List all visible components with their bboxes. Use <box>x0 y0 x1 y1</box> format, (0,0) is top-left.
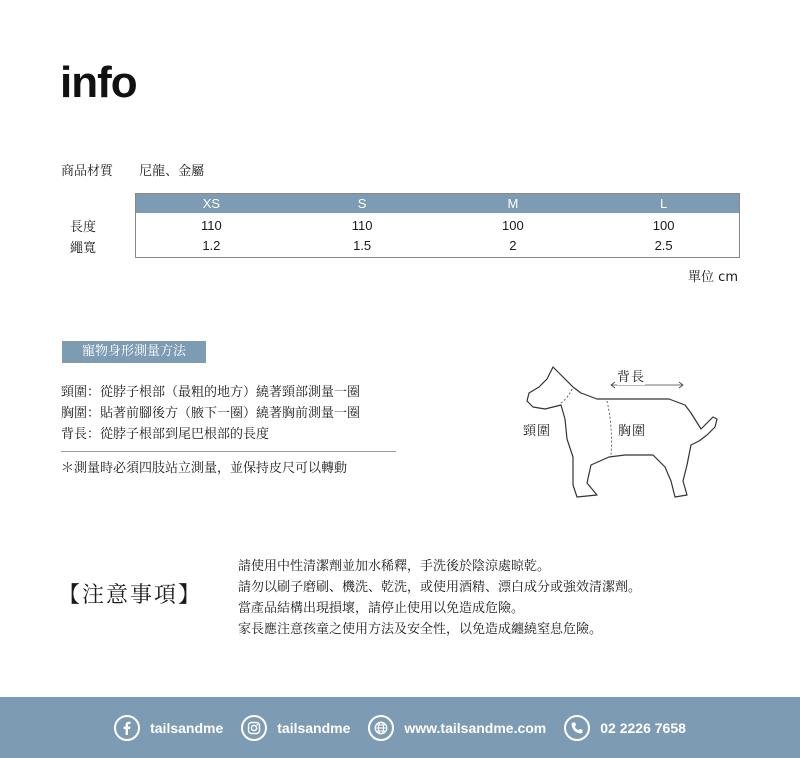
material-label: 商品材質 <box>61 164 114 179</box>
material-value: 尼龍、金屬 <box>139 164 205 179</box>
measure-line-chest: 胸圍：貼著前腳後方（腋下一圈）繞著胸前測量一圈 <box>61 406 361 421</box>
size-header-s: S <box>357 196 367 211</box>
chest-label: 胸圍 <box>618 420 646 439</box>
table-cell: 1.2 <box>202 237 221 253</box>
size-table-header <box>136 194 739 213</box>
instagram-link[interactable] <box>241 715 350 741</box>
list-item: 請勿以刷子磨刷、機洗、乾洗，或使用酒精、漂白成分或強效清潔劑。 <box>238 580 642 595</box>
material-info <box>61 160 204 179</box>
list-item: 家長應注意孩童之使用方法及安全性，以免造成纏繞窒息危險。 <box>238 622 603 637</box>
table-row <box>136 235 739 255</box>
website-link[interactable] <box>368 715 546 741</box>
phone-link[interactable] <box>564 715 686 741</box>
instagram-icon <box>241 715 267 741</box>
measure-line-back: 背長：從脖子根部到尾巴根部的長度 <box>61 427 270 442</box>
table-cell: 110 <box>201 217 222 233</box>
measure-instructions <box>61 382 396 479</box>
facebook-link[interactable] <box>114 715 223 741</box>
table-cell: 2 <box>509 237 517 253</box>
instagram-handle: tailsandme <box>277 719 351 736</box>
divider <box>61 451 396 452</box>
table-cell: 100 <box>502 217 524 233</box>
width-row-label: 繩寬 <box>70 241 97 256</box>
table-cell: 2.5 <box>654 237 673 253</box>
length-row-label: 長度 <box>70 220 97 235</box>
facebook-icon <box>114 715 140 741</box>
list-item: 當產品結構出現損壞，請停止使用以免造成危險。 <box>238 601 525 616</box>
dog-measure-diagram <box>515 355 725 505</box>
size-table <box>135 193 740 258</box>
website-url: www.tailsandme.com <box>404 719 547 736</box>
unit-label: 單位 cm <box>688 270 738 285</box>
neck-label: 頸圍 <box>523 420 551 439</box>
size-header-xs: XS <box>202 196 221 211</box>
list-item: 請使用中性清潔劑並加水稀釋，手洗後於陰涼處晾乾。 <box>238 559 551 574</box>
table-cell: 1.5 <box>353 237 372 253</box>
facebook-handle: tailsandme <box>150 719 224 736</box>
size-header-m: M <box>507 196 519 211</box>
globe-icon <box>368 715 394 741</box>
measure-note: ＊測量時必須四肢站立測量，並保持皮尺可以轉動 <box>61 461 348 476</box>
caution-title: 【注意事項】 <box>58 583 203 608</box>
table-row <box>136 215 739 235</box>
footer-bar <box>0 697 800 758</box>
table-cell: 110 <box>351 217 373 233</box>
back-length-label: 背長 <box>617 366 645 385</box>
page-title: info <box>60 58 137 107</box>
phone-number: 02 2226 7658 <box>600 719 686 736</box>
size-header-l: L <box>660 196 668 211</box>
caution-list <box>238 556 641 640</box>
measure-section-tag: 寵物身形測量方法 <box>62 341 206 363</box>
table-cell: 100 <box>652 217 675 233</box>
phone-icon <box>564 715 590 741</box>
measure-line-neck: 頸圍：從脖子根部（最粗的地方）繞著頸部測量一圈 <box>61 385 361 400</box>
